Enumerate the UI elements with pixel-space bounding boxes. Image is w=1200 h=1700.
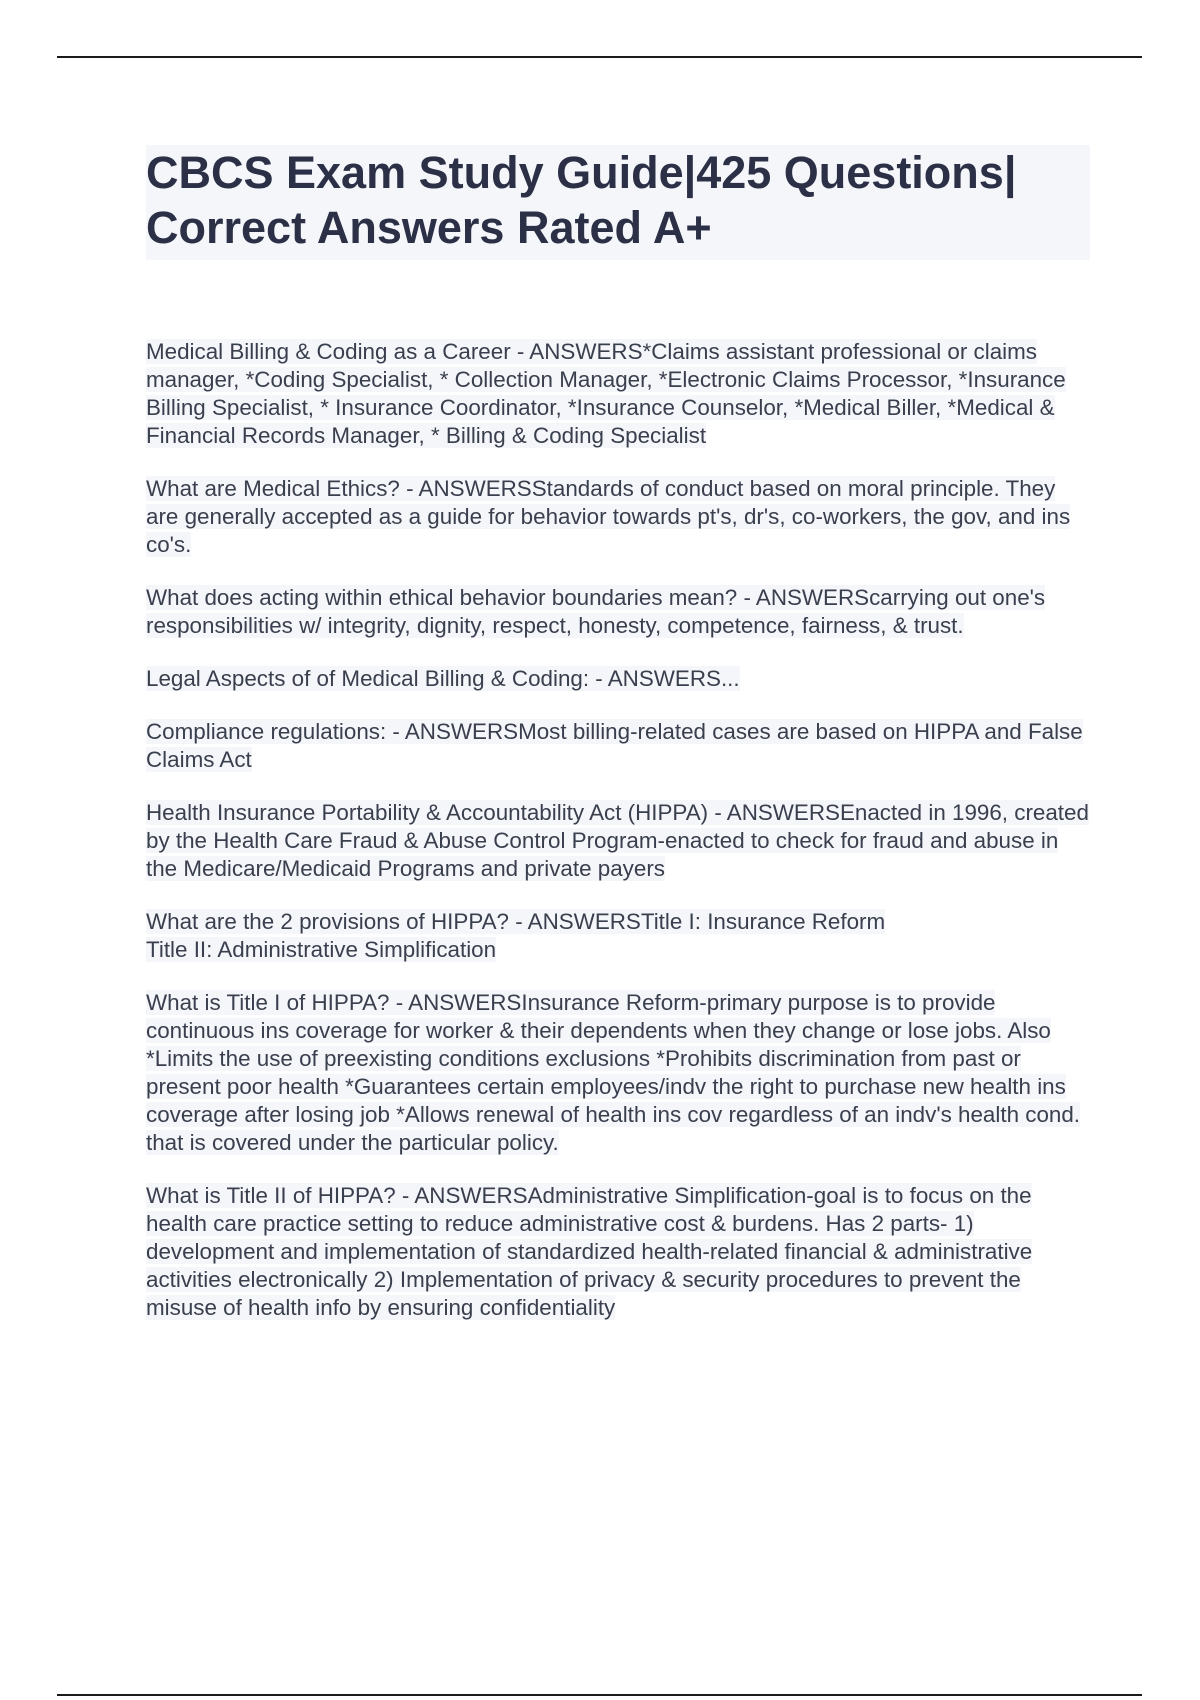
document-title: [146, 145, 1090, 260]
qa-entry: [146, 665, 1090, 693]
qa-list: [146, 338, 1090, 1347]
qa-entry: [146, 799, 1090, 883]
qa-entry-text: What are the 2 provisions of HIPPA? - ANSWERSTitle I: Insurance Reform Title II: Administrative Simplification: [146, 909, 886, 962]
qa-entry: [146, 475, 1090, 559]
qa-entry: [146, 908, 1090, 964]
qa-entry-text: What is Title I of HIPPA? - ANSWERSInsurance Reform-primary purpose is to provide continuous ins coverage for worker & their dependents when they change or lose jobs. Also *Limits the use of preexisting conditions exclusions *Prohibits discrimination from past or present poor health *Guarantees certain employees/indv the right to purchase new health ins coverage after losing job *Allows renewal of health ins cov regardless of an indv's health cond. that is covered under the particular policy.: [146, 990, 1081, 1155]
qa-entry: [146, 584, 1090, 640]
qa-entry: [146, 989, 1090, 1157]
qa-entry-text: Legal Aspects of of Medical Billing & Coding: - ANSWERS...: [146, 666, 740, 691]
qa-entry: [146, 1182, 1090, 1322]
title-line-2: Correct Answers Rated A+: [146, 202, 712, 253]
qa-entry: [146, 718, 1090, 774]
qa-entry-text: Compliance regulations: - ANSWERSMost billing-related cases are based on HIPPA and False Claims Act: [146, 719, 1083, 772]
qa-entry-text: What are Medical Ethics? - ANSWERSStandards of conduct based on moral principle. They are generally accepted as a guide for behavior towards pt's, dr's, co-workers, the gov, and ins co's.: [146, 476, 1071, 557]
qa-entry-text: What does acting within ethical behavior boundaries mean? - ANSWERScarrying out one's responsibilities w/ integrity, dignity, respect, honesty, competence, fairness, & trust.: [146, 585, 1046, 638]
qa-entry-text: Health Insurance Portability & Accountability Act (HIPPA) - ANSWERSEnacted in 1996, created by the Health Care Fraud & Abuse Control Program-enacted to check for fraud and abuse in the Medicare/Medicaid Programs and private payers: [146, 800, 1089, 881]
qa-entry-text: What is Title II of HIPPA? - ANSWERSAdministrative Simplification-goal is to focus on the health care practice setting to reduce administrative cost & burdens. Has 2 parts- 1) development and implementation of standardized health-related financial & administrative activities electronically 2) Implementation of privacy & security procedures to prevent the misuse of health info by ensuring confidentiality: [146, 1183, 1033, 1320]
top-rule: [57, 56, 1142, 58]
qa-entry-text: Medical Billing & Coding as a Career - ANSWERS*Claims assistant professional or claims manager, *Coding Specialist, * Collection Manager, *Electronic Claims Processor, *Insurance Billing Specialist, * Insurance Coordinator, *Insurance Counselor, *Medical Biller, *Medical & Financial Records Manager, * Billing & Coding Specialist: [146, 339, 1066, 448]
title-line-1: CBCS Exam Study Guide|425 Questions|: [146, 147, 1017, 198]
qa-entry: [146, 338, 1090, 450]
bottom-rule: [57, 1694, 1142, 1696]
